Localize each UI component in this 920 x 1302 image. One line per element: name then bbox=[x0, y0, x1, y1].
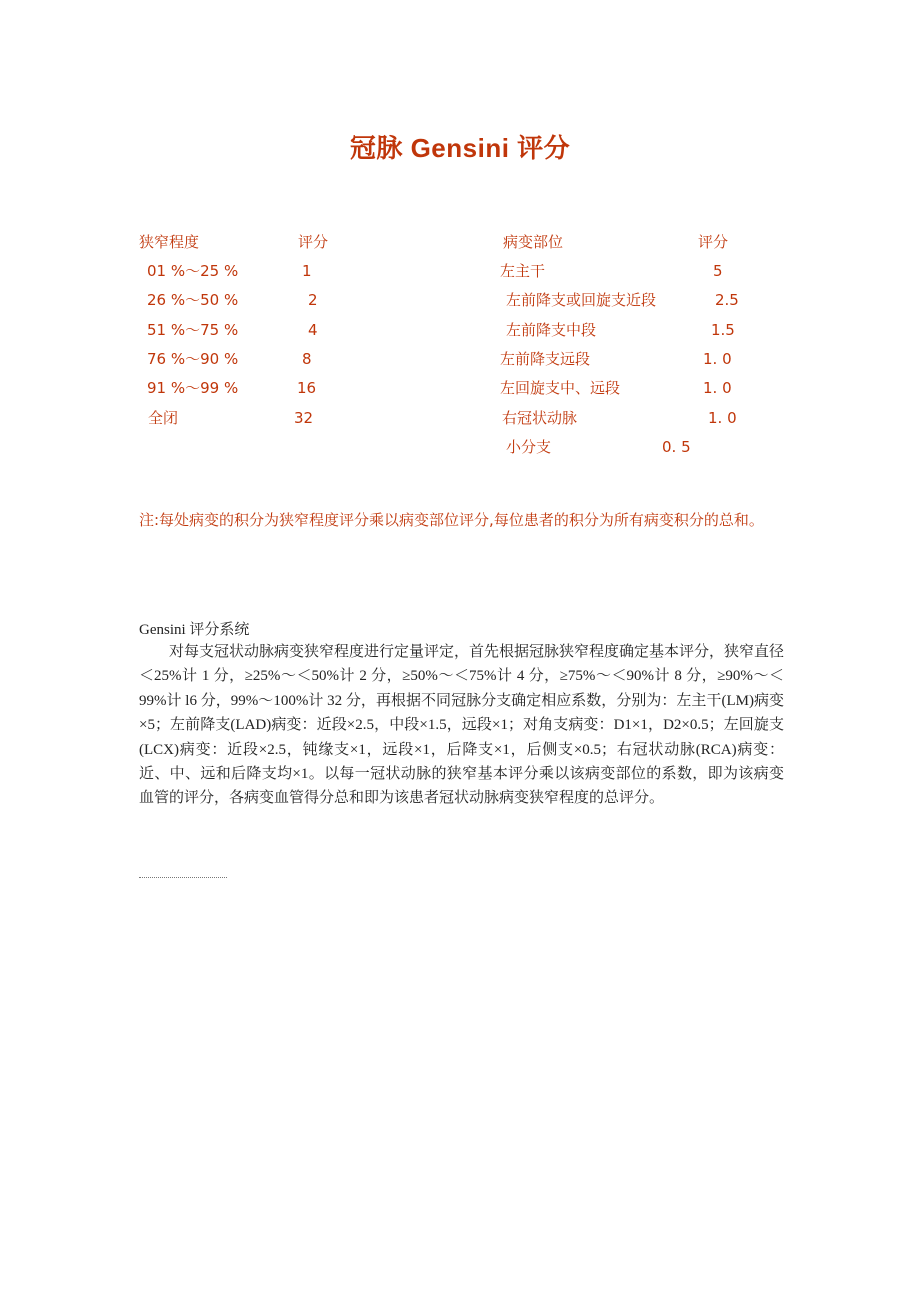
stenosis-row-score: 16 bbox=[297, 379, 317, 397]
scoring-note: 注:每处病变的积分为狭窄程度评分乘以病变部位评分,每位患者的积分为所有病变积分的总和。 bbox=[139, 511, 764, 529]
stenosis-row-label: 91 %～99 % bbox=[147, 379, 239, 397]
system-description: 对每支冠状动脉病变狭窄程度进行定量评定，首先根据冠脉狭窄程度确定基本评分，狭窄直径＜25%计 1 分，≥25%～＜50%计 2 分，≥50%～＜75%计 4 分，≥75%～＜90%计 8 分，≥90%～＜99%计 l6 分，99%～100%计 32 分，再根据不同冠脉分支确定相应系数，分别为：左主干(LM)病变×5；左前降支(LAD)病变：近段×2.5，中段×1.5，远段×1；对角支病变：D1×1，D2×0.5；左回旋支(LCX)病变：近段×2.5，钝缘支×1，远段×1，后降支×1，后侧支×0.5；右冠状动脉(RCA)病变：近、中、远和后降支均×1。以每一冠状动脉的狭窄基本评分乘以该病变部位的系数，即为该病变血管的评分，各病变血管得分总和即为该患者冠状动脉病变狭窄程度的总评分。 bbox=[139, 644, 785, 807]
stenosis-row-score: 2 bbox=[308, 291, 318, 309]
location-header-score: 评分 bbox=[698, 233, 729, 251]
page-title: 冠脉 Gensini 评分 bbox=[349, 133, 571, 163]
location-row-score: 1. 0 bbox=[708, 409, 737, 427]
stenosis-row-label: 76 %～90 % bbox=[147, 350, 239, 368]
stenosis-row-label: 01 %～25 % bbox=[147, 262, 239, 280]
location-row-label: 左前降支中段 bbox=[506, 321, 597, 339]
location-row-label: 左前降支远段 bbox=[500, 350, 591, 368]
location-row-label: 左回旋支中、远段 bbox=[500, 379, 621, 397]
location-row-score: 1.5 bbox=[711, 321, 735, 339]
stenosis-row-score: 32 bbox=[294, 409, 314, 427]
stenosis-row-score: 4 bbox=[308, 321, 318, 339]
location-row-score: 5 bbox=[713, 262, 723, 280]
stenosis-row-label: 26 %～50 % bbox=[147, 291, 239, 309]
system-title: Gensini 评分系统 bbox=[139, 622, 250, 638]
stenosis-header-score: 评分 bbox=[298, 233, 329, 251]
footnote-divider bbox=[139, 877, 227, 878]
location-row-score: 2.5 bbox=[715, 291, 739, 309]
stenosis-row-label: 全闭 bbox=[148, 409, 179, 427]
location-row-label: 左前降支或回旋支近段 bbox=[506, 291, 657, 309]
location-row-label: 小分支 bbox=[506, 438, 552, 456]
location-row-score: 1. 0 bbox=[703, 379, 732, 397]
location-row-score: 0. 5 bbox=[662, 438, 691, 456]
stenosis-row-score: 8 bbox=[302, 350, 312, 368]
location-row-label: 右冠状动脉 bbox=[502, 409, 578, 427]
location-row-score: 1. 0 bbox=[703, 350, 732, 368]
location-row-label: 左主干 bbox=[500, 262, 546, 280]
stenosis-row-score: 1 bbox=[302, 262, 312, 280]
stenosis-row-label: 51 %～75 % bbox=[147, 321, 239, 339]
location-header-label: 病变部位 bbox=[503, 233, 564, 251]
stenosis-header-label: 狭窄程度 bbox=[139, 233, 200, 251]
